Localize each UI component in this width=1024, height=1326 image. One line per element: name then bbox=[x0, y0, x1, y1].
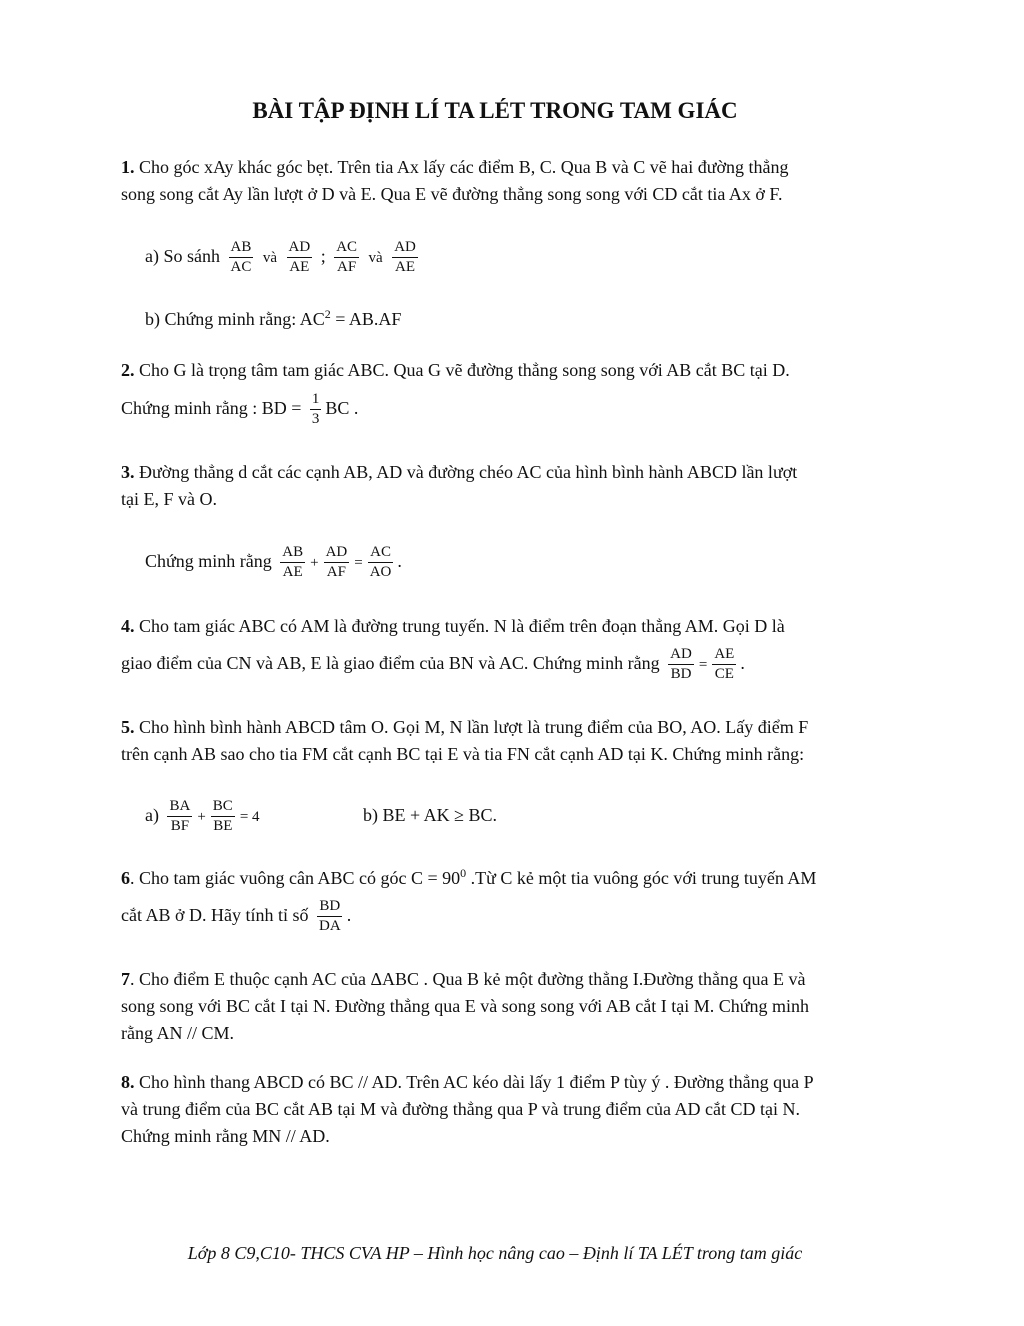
problem-1-part-b bbox=[145, 307, 401, 331]
problem-5-line-2: trên cạnh AB sao cho tia FM cắt cạnh BC tại E và tia FN cắt cạnh AD tại K. Chứng minh rằng: bbox=[121, 744, 805, 764]
statement-end: = AB.AF bbox=[330, 309, 402, 329]
problem-3-line-2: tại E, F và O. bbox=[121, 489, 217, 509]
statement-end: . bbox=[346, 905, 352, 925]
part-label: a) So sánh bbox=[145, 246, 220, 266]
numerator: BD bbox=[317, 898, 342, 917]
denominator: DA bbox=[319, 918, 341, 935]
problem-8-line-3: Chứng minh rằng MN // AD. bbox=[121, 1126, 330, 1146]
fraction bbox=[334, 239, 359, 276]
numerator: AD bbox=[668, 646, 694, 665]
exponent: 0 bbox=[460, 866, 467, 880]
problem-text: .Từ C kẻ một tia vuông góc với trung tuyến AM bbox=[466, 868, 817, 888]
problem-1-line-2: song song cắt Ay lần lượt ở D và E. Qua E vẽ đường thẳng song song với CD cắt tia Ax ở F. bbox=[121, 184, 783, 204]
fraction bbox=[392, 239, 418, 276]
denominator: 3 bbox=[311, 411, 320, 428]
problem-8-line-1 bbox=[121, 1070, 814, 1094]
problem-6-line-2 bbox=[121, 897, 351, 935]
denominator: AF bbox=[337, 259, 357, 276]
part-label: a) bbox=[145, 805, 159, 825]
fraction bbox=[712, 646, 736, 683]
denominator: AE bbox=[289, 259, 310, 276]
fraction bbox=[229, 239, 254, 276]
problem-5-line-1 bbox=[121, 715, 808, 739]
problem-3-prove bbox=[145, 543, 402, 581]
numerator: AE bbox=[712, 646, 736, 665]
conjunction: và bbox=[368, 249, 383, 266]
fraction bbox=[317, 898, 343, 935]
denominator: AF bbox=[326, 564, 346, 581]
conjunction: và bbox=[262, 249, 278, 266]
problem-5-part-a bbox=[145, 797, 261, 835]
problem-text: Cho góc xAy khác góc bẹt. Trên tia Ax lấy các điểm B, C. Qua B và C vẽ hai đường thẳng bbox=[134, 157, 789, 177]
problem-text: . Cho tam giác vuông cân ABC có góc C = 90 bbox=[130, 868, 461, 888]
problem-8-line-2: và trung điểm của BC cắt AB tại M và đường thẳng qua P và trung điểm của AD cắt CD tại N. bbox=[121, 1099, 800, 1119]
statement: cắt AB ở D. Hãy tính tỉ số bbox=[121, 905, 309, 925]
problem-text: Cho G là trọng tâm tam giác ABC. Qua G vẽ đường thẳng song song với AB cắt BC tại D. bbox=[134, 360, 790, 380]
problem-text: Cho tam giác ABC có AM là đường trung tuyến. N là điểm trên đoạn thẳng AM. Gọi D là bbox=[134, 616, 785, 636]
statement: Chứng minh rằng : BD = bbox=[121, 398, 302, 418]
numerator: AC bbox=[334, 239, 359, 258]
plus-sign: + bbox=[197, 808, 206, 825]
fraction bbox=[287, 239, 313, 276]
plus-sign: + bbox=[310, 554, 319, 571]
denominator: AE bbox=[282, 564, 303, 581]
denominator: AE bbox=[395, 259, 416, 276]
denominator: BE bbox=[213, 818, 233, 835]
statement-end: . bbox=[397, 551, 402, 571]
statement: Chứng minh rằng bbox=[145, 551, 272, 571]
fraction bbox=[668, 646, 694, 683]
problem-number: 5. bbox=[121, 717, 135, 737]
equals-sign: = bbox=[698, 656, 708, 673]
equals-sign: = bbox=[354, 554, 363, 571]
denominator: AO bbox=[369, 564, 392, 581]
page-title: BÀI TẬP ĐỊNH LÍ TA LÉT TRONG TAM GIÁC bbox=[252, 98, 738, 123]
problem-number: 3. bbox=[121, 462, 135, 482]
problem-7-line-3: rằng AN // CM. bbox=[121, 1023, 235, 1043]
problem-number: 2. bbox=[121, 360, 135, 380]
numerator: AC bbox=[368, 544, 393, 563]
fraction bbox=[167, 798, 192, 835]
exponent: 2 bbox=[324, 307, 331, 321]
denominator: BD bbox=[670, 666, 692, 683]
fraction bbox=[280, 544, 305, 581]
problem-7-line-1 bbox=[121, 967, 806, 991]
statement: b) Chứng minh rằng: AC bbox=[145, 309, 325, 329]
problem-7-line-2: song song với BC cắt I tại N. Đường thẳng qua E và song song với AB cắt I tại M. Chứng minh bbox=[121, 996, 810, 1016]
numerator: AB bbox=[280, 544, 305, 563]
numerator: BA bbox=[167, 798, 192, 817]
fraction bbox=[368, 544, 394, 581]
numerator: AB bbox=[229, 239, 254, 258]
denominator: CE bbox=[714, 666, 734, 683]
problem-text: Đường thẳng d cắt các cạnh AB, AD và đường chéo AC của hình bình hành ABCD lần lượt bbox=[134, 462, 798, 482]
fraction bbox=[310, 391, 322, 428]
statement: giao điểm của CN và AB, E là giao điểm của BN và AC. Chứng minh rằng bbox=[121, 653, 660, 673]
problem-3-line-1 bbox=[121, 460, 797, 484]
problem-number: 7 bbox=[121, 969, 130, 989]
denominator: AC bbox=[230, 259, 252, 276]
problem-number: 6 bbox=[121, 868, 130, 888]
problem-5-part-b: b) BE + AK ≥ BC. bbox=[363, 805, 498, 825]
numerator: BC bbox=[211, 798, 235, 817]
problem-number: 4. bbox=[121, 616, 135, 636]
problem-1-part-a bbox=[145, 238, 422, 276]
numerator: AD bbox=[324, 544, 350, 563]
problem-text: Cho hình bình hành ABCD tâm O. Gọi M, N lần lượt là trung điểm của BO, AO. Lấy điểm F bbox=[134, 717, 809, 737]
problem-2-line-2 bbox=[121, 390, 358, 428]
problem-1-line-1 bbox=[121, 155, 789, 179]
separator: ; bbox=[320, 246, 326, 266]
fraction bbox=[324, 544, 350, 581]
problem-4-line-2 bbox=[121, 645, 745, 683]
statement-end: BC . bbox=[325, 398, 359, 418]
page-footer: Lớp 8 C9,C10- THCS CVA HP – Hình học nâng cao – Định lí TA LÉT trong tam giác bbox=[187, 1243, 803, 1263]
equation-result: = 4 bbox=[239, 808, 260, 825]
statement-end: . bbox=[740, 653, 745, 673]
numerator: 1 bbox=[310, 391, 322, 410]
problem-number: 8. bbox=[121, 1072, 135, 1092]
numerator: AD bbox=[287, 239, 313, 258]
numerator: AD bbox=[392, 239, 418, 258]
problem-4-line-1 bbox=[121, 614, 785, 638]
problem-number: 1. bbox=[121, 157, 135, 177]
problem-text: Cho hình thang ABCD có BC // AD. Trên AC kéo dài lấy 1 điểm P tùy ý . Đường thẳng qua P bbox=[134, 1072, 814, 1092]
problem-6-line-1 bbox=[121, 866, 816, 890]
fraction bbox=[211, 798, 235, 835]
denominator: BF bbox=[170, 818, 190, 835]
problem-2-line-1 bbox=[121, 358, 790, 382]
problem-text: . Cho điểm E thuộc cạnh AC của ΔABC . Qua B kẻ một đường thẳng I.Đường thẳng qua E và bbox=[130, 969, 806, 989]
